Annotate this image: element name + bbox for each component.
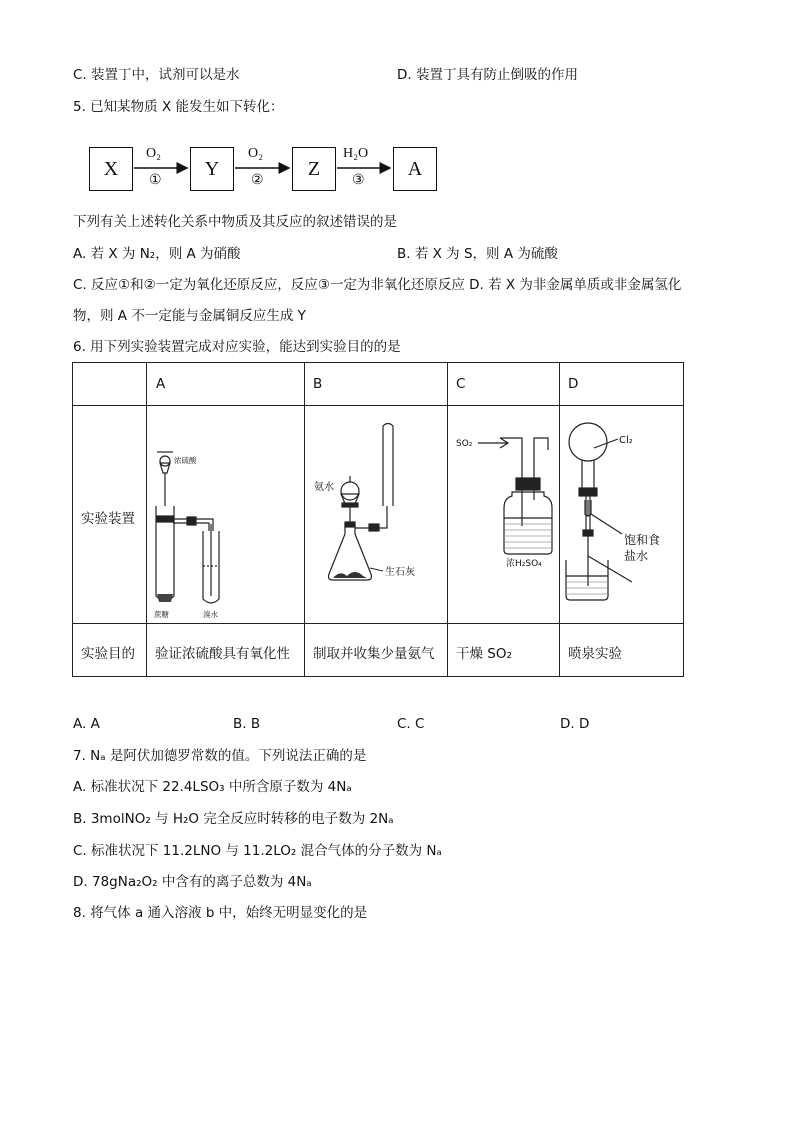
q6-choice-a: A. A (73, 716, 100, 732)
label-saturated-brine-1: 饱和食 (624, 533, 661, 547)
apparatus-d (560, 406, 684, 624)
apparatus-c-drawing (448, 406, 559, 624)
q6-choice-c: C. C (397, 716, 425, 732)
purpose-d: 喷泉实验 (560, 624, 684, 677)
arrow-3-reagent: H₂O (343, 146, 369, 161)
table-header-row (73, 363, 684, 406)
apparatus-b (305, 406, 448, 624)
q7-option-c: C. 标准状况下 11.2LNO 与 11.2LO₂ 混合气体的分子数为 Nₐ (73, 843, 442, 859)
q5-option-a: A. 若 X 为 N₂，则 A 为硝酸 (73, 246, 241, 262)
row-label-apparatus: 实验装置 (73, 406, 147, 624)
arrow-2-step: ② (251, 173, 264, 188)
q5-question: 下列有关上述转化关系中物质及其反应的叙述错误的是 (73, 214, 397, 230)
q8-stem: 8. 将气体 a 通入溶液 b 中，始终无明显变化的是 (73, 905, 368, 921)
label-ammonia-water: 氨水 (314, 482, 334, 493)
purpose-a: 验证浓硫酸具有氧化性 (147, 624, 305, 677)
q6-choice-d: D. D (560, 716, 590, 732)
q5-option-c-line1: C. 反应①和②一定为氧化还原反应，反应③一定为非氧化还原反应 D. 若 X 为非金属单质或非金属氢化 (73, 277, 682, 293)
apparatus-a (147, 406, 305, 624)
q5-option-c-line2: 物，则 A 不一定能与金属铜反应生成 Y (73, 308, 306, 324)
scheme-box-y: Y (190, 147, 234, 191)
scheme-box-a: A (393, 147, 437, 191)
purpose-c: 干燥 SO₂ (448, 624, 560, 677)
q7-option-a: A. 标准状况下 22.4LSO₃ 中所含原子数为 4Nₐ (73, 779, 352, 795)
q7-stem: 7. Nₐ 是阿伏加德罗常数的值。下列说法正确的是 (73, 748, 367, 764)
table-header-b: B (305, 363, 448, 406)
q6-experiment-table (72, 362, 684, 677)
q6-stem: 6. 用下列实验装置完成对应实验，能达到实验目的的是 (73, 339, 401, 355)
table-header-c: C (448, 363, 560, 406)
apparatus-a-drawing (147, 406, 304, 624)
q5-stem: 5. 已知某物质 X 能发生如下转化： (73, 99, 284, 115)
q4-option-c: C. 装置丁中，试剂可以是水 (73, 67, 240, 83)
table-apparatus-row (73, 406, 684, 624)
q7-option-d: D. 78gNa₂O₂ 中含有的离子总数为 4Nₐ (73, 874, 312, 890)
q5-option-b: B. 若 X 为 S，则 A 为硫酸 (397, 246, 558, 262)
q6-choice-b: B. B (233, 716, 261, 732)
label-so2-inlet: SO₂ (456, 439, 473, 449)
q4-option-d: D. 装置丁具有防止倒吸的作用 (397, 67, 578, 83)
row-label-purpose: 实验目的 (73, 624, 147, 677)
scheme-box-z: Z (292, 147, 336, 191)
label-concentrated-sulfuric-acid: 浓硫酸 (174, 456, 197, 465)
apparatus-c (448, 406, 560, 624)
scheme-box-x: X (89, 147, 133, 191)
label-saturated-brine-2: 盐水 (624, 549, 649, 563)
arrow-1-step: ① (149, 173, 162, 188)
label-quicklime: 生石灰 (385, 567, 415, 578)
arrow-2-reagent: O₂ (248, 146, 263, 161)
purpose-b: 制取并收集少量氨气 (305, 624, 448, 677)
table-header-d: D (560, 363, 684, 406)
q7-option-b: B. 3molNO₂ 与 H₂O 完全反应时转移的电子数为 2Nₐ (73, 811, 394, 827)
label-cl2: Cl₂ (619, 435, 633, 446)
table-header-a: A (147, 363, 305, 406)
apparatus-b-drawing (305, 406, 447, 624)
label-sucrose: 蔗糖 (154, 610, 169, 619)
table-header-empty (73, 363, 147, 406)
label-concentrated-h2so4: 浓H₂SO₄ (506, 559, 542, 569)
table-purpose-row (73, 624, 684, 677)
scheme-arrows (0, 0, 794, 220)
apparatus-d-drawing (560, 406, 683, 624)
label-bromine-water: 溴水 (203, 610, 218, 619)
arrow-3-step: ③ (352, 173, 365, 188)
arrow-1-reagent: O₂ (146, 146, 161, 161)
